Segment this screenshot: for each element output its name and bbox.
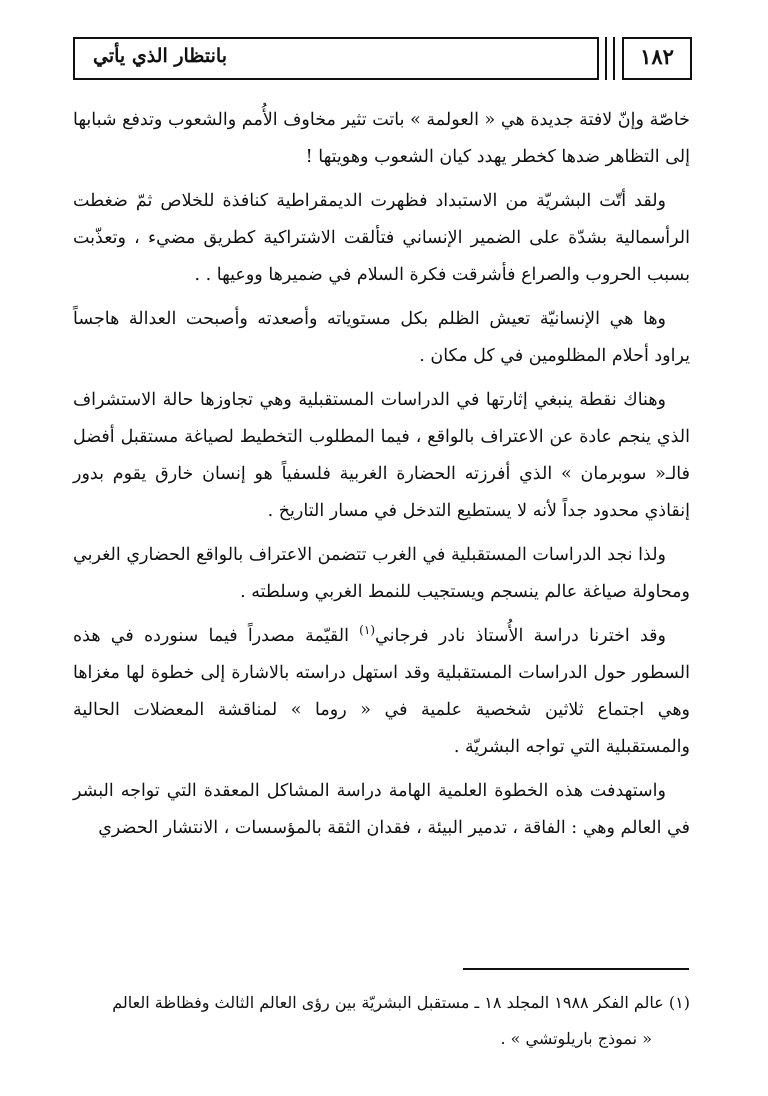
running-header [73, 37, 690, 80]
paragraph: وهناك نقطة ينبغي إثارتها في الدراسات المستقبلية وهي تجاوزها حالة الاستشراف الذي ينجم عادة عن الاعتراف بالواقع ، فيما المطلوب التخطيط لصياغة مستقبل أفضل فالـ« سوبرمان » الذي أفرزته الحضارة الغربية فلسفياً هو إنسان خارق يقوم بدور إنقاذي محدود جداً لأنه لا يستطيع التدخل في مسار التاريخ . [73, 390, 690, 521]
paragraph-text: وقد اخترنا دراسة الأُستاذ نادر فرجاني [375, 626, 667, 646]
paragraph: ولذا نجد الدراسات المستقبلية في الغرب تتضمن الاعتراف بالواقع الحضاري الغربي ومحاولة صياغة عالم ينسجم ويستجيب للنمط الغربي وسلطته . [73, 545, 690, 602]
header-divider [613, 37, 615, 80]
running-title-box [73, 37, 599, 80]
paragraph-with-footnote-ref [73, 618, 690, 766]
paragraph: واستهدفت هذه الخطوة العلمية الهامة دراسة المشاكل المعقدة التي تواجه البشر في العالم وهي : الفاقة ، تدمير البيئة ، فقدان الثقة بالمؤسسات ، الانتشار الحضري [73, 781, 690, 838]
page-number: ١٨٢ [640, 44, 674, 69]
running-title: بانتظار الذي يأتي [93, 45, 227, 67]
footnote [73, 985, 690, 1057]
body-text [73, 102, 690, 854]
footnote-reference[interactable]: (١) [359, 623, 375, 638]
paragraph: خاصّة وإنّ لافتة جديدة هي « العولمة » باتت تثير مخاوف الأُمم والشعوب وتدفع شبابها إلى التظاهر ضدها كخطر يهدد كيان الشعوب وهويتها ! [73, 110, 690, 167]
paragraph: ولقد أتّت البشريّة من الاستبداد فظهرت الديمقراطية كنافذة للخلاص ثمّ ضغطت الرأسمالية بشدّة على الضمير الإنساني فتألقت الاشتراكية كطريق مضيء ، وتعذّبت بسبب الحروب والصراع فأشرقت فكرة السلام في ضميرها ووعيها . . [73, 191, 690, 285]
header-divider [605, 37, 607, 80]
page-number-box [622, 37, 692, 80]
footnote-line: « نموذج باريلوتشي » . [500, 1029, 652, 1048]
paragraph: وها هي الإنسانيّة تعيش الظلم بكل مستوياته وأصعدته وأصبحت العدالة هاجساً يراود أحلام المظلومين في كل مكان . [73, 309, 690, 366]
footnote-separator [463, 968, 689, 970]
footnote-line: (١) عالم الفكر ١٩٨٨ المجلد ١٨ ـ مستقبل البشريّة بين رؤى العالم الثالث وفظاظة العالم [112, 993, 690, 1012]
paragraph-text: القيّمة مصدراً فيما سنورده في هذه السطور حول الدراسات المستقبلية وقد استهل دراسته بالاشارة إلى خطوة لها مغزاها وهي اجتماع ثلاثين شخصية علمية في « روما » لمناقشة المعضلات الحالية والمستقبلية التي تواجه البشريّة . [73, 626, 690, 757]
